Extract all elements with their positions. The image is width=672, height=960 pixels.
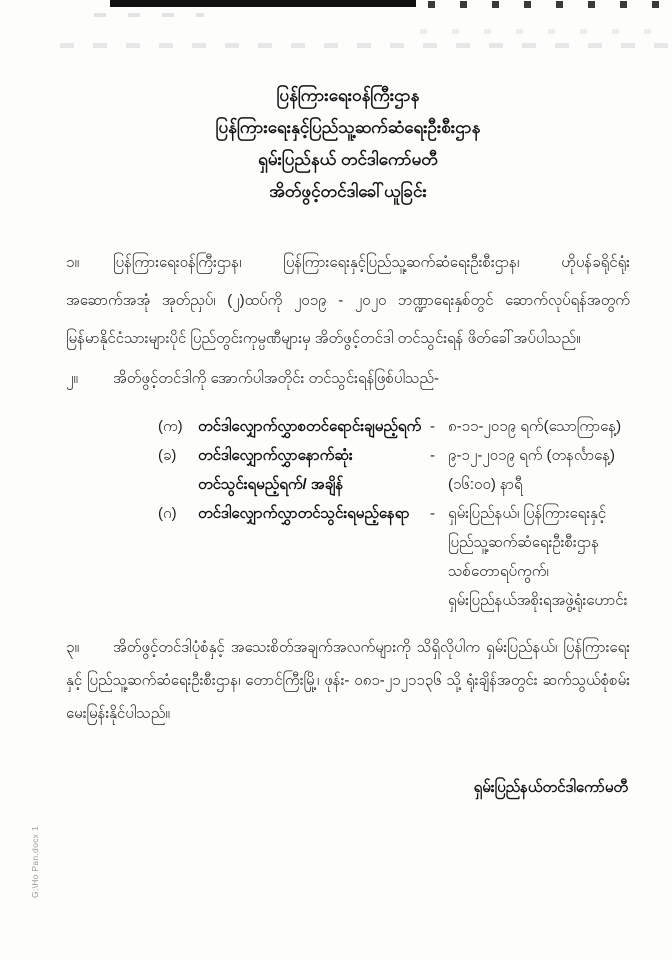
schedule-row-a — [158, 412, 630, 441]
schedule-row-b-label-line: တင်ဒါလျှောက်လွှာနောက်ဆုံး — [198, 447, 353, 464]
schedule-row-b-value-line: (၁၆:၀၀) နာရီ — [448, 476, 523, 493]
title-line-ministry: ပြန်ကြားရေးဝန်ကြီးဌာန — [276, 86, 420, 105]
paragraph-2-number: ၂။ — [66, 370, 78, 387]
schedule-row-c-label-line: တင်ဒါလျှောက်လွှာတင်သွင်းရမည့်နေရာ — [198, 505, 410, 522]
scan-artifact-faint-dashes-3 — [60, 43, 668, 48]
paragraph-2 — [66, 360, 630, 398]
schedule-row-b — [158, 441, 630, 499]
document-content — [66, 80, 630, 800]
paragraph-1-number: ၁။ — [66, 254, 79, 271]
schedule-row-c-value-line: ရှမ်းပြည်နယ်အစိုးရအဖွဲ့ရုံးဟောင်း — [448, 592, 628, 609]
margin-file-path-note: G:\Ho Pan.docx 1 — [30, 826, 40, 898]
title-line-department: ပြန်ကြားရေးနှင့်ပြည်သူ့ဆက်ဆံရေးဦးစီးဌာန — [215, 118, 481, 137]
title-line-committee: ရှမ်းပြည်နယ် တင်ဒါကော်မတီ — [258, 150, 438, 169]
paragraph-2-text: အိတ်ဖွင့်တင်ဒါကို အောက်ပါအတိုင်း တင်သွင်းရန်ဖြစ်ပါသည်- — [113, 370, 440, 387]
title-line-subject: အိတ်ဖွင့်တင်ဒါခေါ်ယူခြင်း — [269, 182, 427, 201]
schedule-row-c-value-line: ရှမ်းပြည်နယ်၊ ပြန်ကြားရေးနှင့် — [448, 505, 607, 522]
paragraph-3-number: ၃။ — [66, 639, 79, 656]
schedule-row-c — [158, 499, 630, 615]
schedule-row-b-value — [448, 441, 630, 499]
paragraph-3 — [66, 631, 630, 730]
schedule-row-a-dash: - — [430, 418, 435, 435]
schedule-row-b-key: (ခ) — [158, 447, 177, 464]
schedule-row-a-label-line: တင်ဒါလျှောက်လွှာစတင်ရောင်းချမည့်ရက် — [198, 418, 422, 435]
scan-artifact-faint-dashes-1 — [94, 13, 204, 17]
paragraph-3-text: အိတ်ဖွင့်တင်ဒါပုံစံနှင့် အသေးစိတ်အချက်အလက်များကို သိရှိလိုပါက ရှမ်းပြည်နယ်၊ ပြန်ကြားရေးနှင့် ပြည်သူ့ဆက်ဆံရေးဦးစီးဌာန၊ တောင်ကြီးမြို့၊ ဖုန်း- ၀၈၁-၂၁၂၁၁၃၆ သို့ ရုံးချိန်အတွင်း ဆက်သွယ်စုံစမ်း မေးမြန်းနိုင်ပါသည်။ — [66, 639, 630, 722]
schedule-row-b-label — [198, 441, 430, 499]
scan-artifact-dark-dashes — [428, 1, 668, 8]
paragraph-1-text: ပြန်ကြားရေးဝန်ကြီးဌာန၊ ပြန်ကြားရေးနှင့်ပြည်သူ့ဆက်ဆံရေးဦးစီးဌာန၊ ဟိုပန်ခရိုင်ရုံး အဆောက်အအုံ အုတ်ညှပ်၊ (၂)ထပ်ကို ၂၀၁၉ - ၂၀၂၀ ဘဏ္ဍာရေးနှစ်တွင် ဆောက်လုပ်ရန်အတွက် မြန်မာနိုင်ငံသားများပိုင် ပြည်တွင်းကုမ္ပဏီများမှ အိတ်ဖွင့်တင်ဒါ တင်သွင်းရန် ဖိတ်ခေါ်အပ်ပါသည်။ — [66, 254, 630, 347]
scan-artifact-black-bar — [110, 0, 416, 7]
schedule-row-a-value-line: ၈-၁၁-၂၀၁၉ ရက်(သောကြာနေ့) — [448, 418, 622, 435]
document-title-block — [66, 80, 630, 208]
schedule-row-b-label-line: တင်သွင်းရမည့်ရက်/ အချိန် — [198, 476, 344, 493]
schedule-row-a-value — [448, 412, 630, 441]
schedule-row-b-dash: - — [430, 447, 435, 464]
schedule-row-c-key: (ဂ) — [158, 505, 177, 522]
paragraph-1 — [66, 244, 630, 358]
tender-schedule-list — [66, 412, 630, 615]
schedule-row-c-value — [448, 499, 630, 615]
schedule-row-c-value-line: သစ်တောရပ်ကွက်၊ — [448, 563, 549, 580]
signature-committee: ရှမ်းပြည်နယ်တင်ဒါကော်မတီ — [473, 779, 628, 796]
schedule-row-a-label — [198, 412, 430, 441]
scan-artifact-faint-dashes-2 — [420, 29, 668, 34]
schedule-row-b-value-line: ၉-၁၂-၂၀၁၉ ရက် (တနင်္လာနေ့) — [448, 447, 616, 464]
schedule-row-a-key: (က) — [158, 418, 183, 435]
schedule-row-c-value-line: ပြည်သူ့ဆက်ဆံရေးဦးစီးဌာန — [448, 534, 599, 551]
schedule-row-c-label — [198, 499, 430, 615]
schedule-row-c-dash: - — [430, 505, 435, 522]
